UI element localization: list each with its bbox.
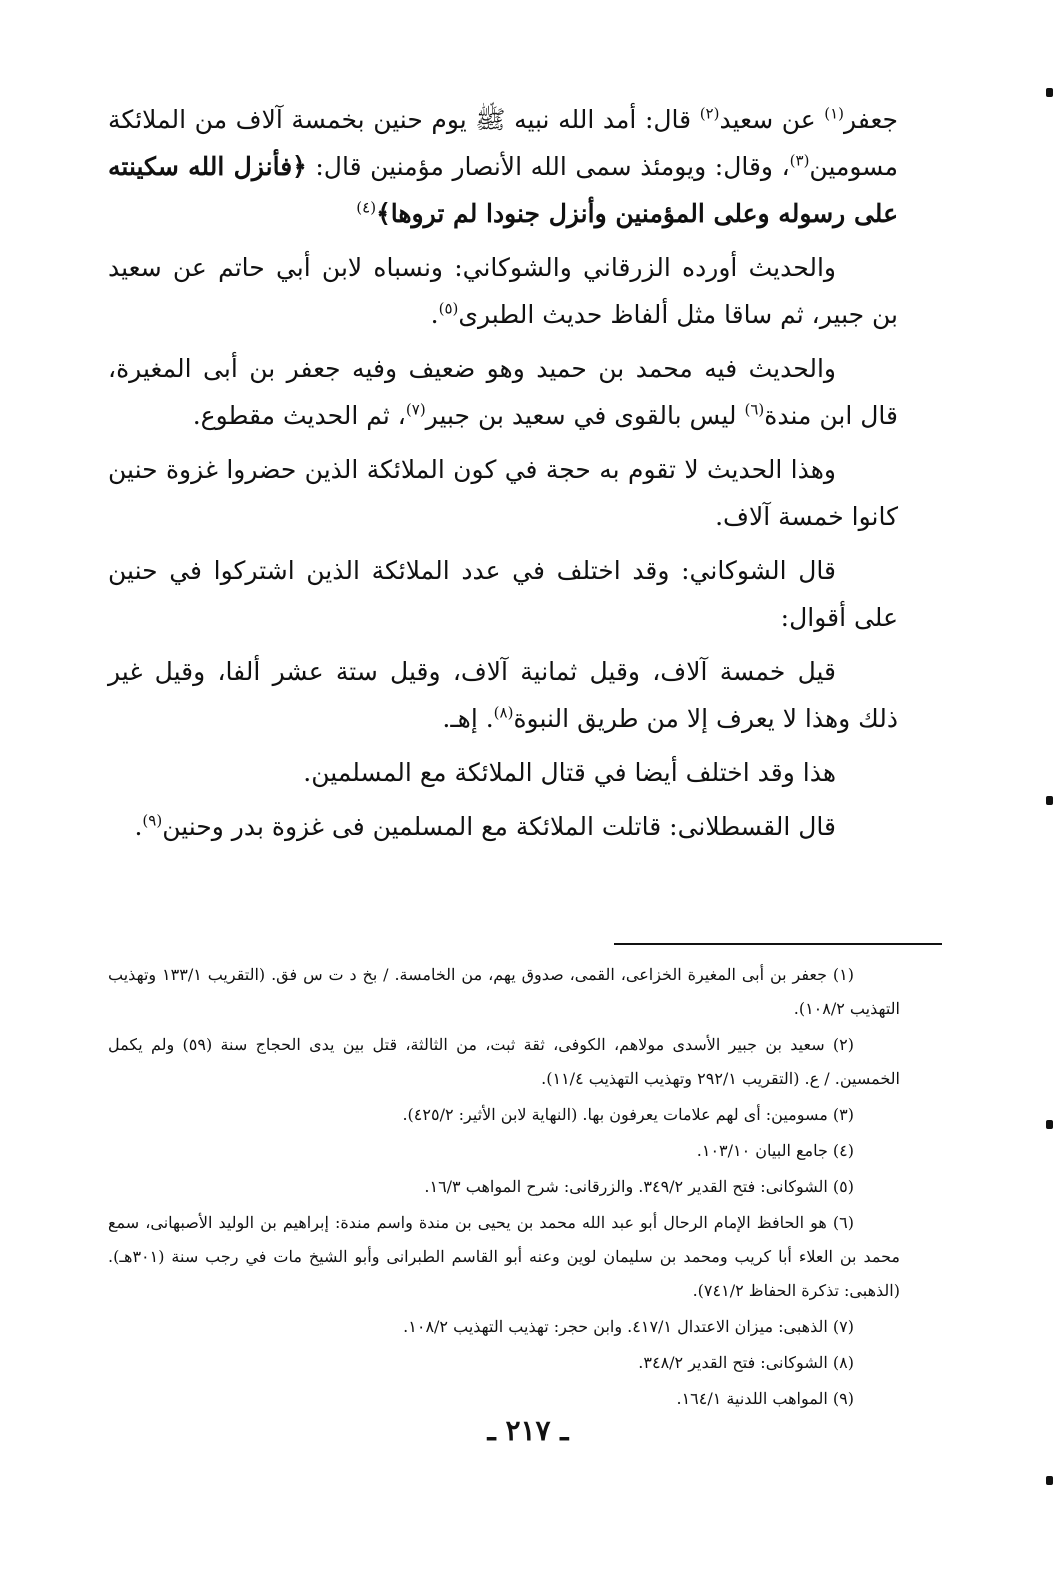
text-run: . bbox=[430, 300, 439, 329]
paragraph-7: هذا وقد اختلف أيضا في قتال الملائكة مع المسلمين. bbox=[303, 758, 836, 787]
text-run: والحديث فيه محمد بن حميد وهو ضعيف وفيه جعفر بن أبى المغيرة، قال ابن مندة bbox=[108, 354, 898, 430]
footnote-3: (٣) مسومين: أى لهم علامات يعرفون بها. (النهاية لابن الأثير: ٤٢٥/٢). bbox=[402, 1105, 854, 1124]
paragraph-8 bbox=[108, 803, 898, 850]
footnote-4: (٤) جامع البيان ١٠٣/١٠. bbox=[696, 1141, 854, 1160]
footnote-ref-4: (٤) bbox=[356, 198, 377, 217]
text-run: ليس بالقوى في سعيد بن جبير bbox=[425, 401, 745, 430]
footnote-ref-5: (٥) bbox=[438, 299, 459, 318]
text-run: جعفر bbox=[844, 105, 898, 134]
footnotes bbox=[108, 958, 900, 1418]
paragraph-6 bbox=[108, 648, 898, 742]
binding-mark bbox=[1046, 796, 1053, 805]
text-run: ، وقال: ويومئذ سمى الله الأنصار مؤمنين قال: bbox=[306, 152, 790, 181]
footnote-ref-2: (٢) bbox=[699, 104, 720, 123]
footnote-ref-6: (٦) bbox=[744, 400, 765, 419]
text-run: ، ثم الحديث مقطوع. bbox=[192, 401, 406, 430]
text-run: . bbox=[134, 812, 143, 841]
paragraph-4: وهذا الحديث لا تقوم به حجة في كون الملائكة الذين حضروا غزوة حنين كانوا خمسة آلاف. bbox=[108, 455, 898, 531]
footnote-separator bbox=[614, 943, 942, 945]
paragraph-3 bbox=[108, 345, 898, 439]
text-run: عن سعيد bbox=[719, 105, 825, 134]
footnote-8: (٨) الشوكانى: فتح القدير ٣٤٨/٢. bbox=[638, 1353, 854, 1372]
paragraph-5: قال الشوكاني: وقد اختلف في عدد الملائكة الذين اشتركوا في حنين على أقوال: bbox=[108, 556, 898, 632]
text-run: قال القسطلانى: قاتلت الملائكة مع المسلمين فى غزوة بدر وحنين bbox=[162, 812, 836, 841]
footnote-ref-8: (٨) bbox=[493, 703, 514, 722]
text-run: . إهـ. bbox=[442, 704, 494, 733]
footnote-6: (٦) هو الحافظ الإمام الرحال أبو عبد الله محمد بن يحيى بن مندة واسم مندة: إبراهيم بن الوليد الأصبهانى، سمع محمد بن العلاء أبا كريب ومحمد بن سليمان لوين وعنه أبو القاسم الطبرانى وأبو الشيخ مات في رجب سنة (٣٠١هـ). (الذهبى: تذكرة الحفاظ ٧٤١/٢). bbox=[108, 1213, 900, 1300]
binding-mark bbox=[1046, 1476, 1053, 1485]
paragraph-2 bbox=[108, 244, 898, 338]
binding-mark bbox=[1046, 88, 1053, 97]
footnote-9: (٩) المواهب اللدنية ١٦٤/١. bbox=[676, 1389, 854, 1408]
text-run: قال: أمد الله نبيه ﷺ يوم حنين بخمسة آلاف من الملائكة مسومين bbox=[108, 105, 898, 181]
text-run: والحديث أورده الزرقاني والشوكاني: ونسباه لابن أبي حاتم عن سعيد بن جبير، ثم ساقا مثل ألفاظ حديث الطبرى bbox=[108, 253, 898, 329]
footnote-ref-3: (٣) bbox=[789, 151, 810, 170]
binding-mark bbox=[1046, 1120, 1053, 1129]
footnote-1: (١) جعفر بن أبى المغيرة الخزاعى، القمى، صدوق يهم، من الخامسة. / بخ د ت س فق. (التقريب ١٣٣/١ وتهذيب التهذيب ١٠٨/٢). bbox=[108, 965, 900, 1018]
footnote-2: (٢) سعيد بن جبير الأسدى مولاهم، الكوفى، ثقة ثبت، من الثالثة، قتل بين يدى الحجاج سنة (٥٩) ولم يكمل الخمسين. / ع. (التقريب ٢٩٢/١ وتهذيب التهذيب ١١/٤). bbox=[108, 1035, 900, 1088]
footnote-ref-9: (٩) bbox=[142, 811, 163, 830]
footnote-7: (٧) الذهبى: ميزان الاعتدال ٤١٧/١. وابن حجر: تهذيب التهذيب ١٠٨/٢. bbox=[403, 1317, 854, 1336]
quran-quote: ﴿فأنزل الله سكينته على رسوله وعلى المؤمنين وأنزل جنودا لم تروها﴾ bbox=[108, 152, 898, 228]
footnote-5: (٥) الشوكانى: فتح القدير ٣٤٩/٢. والزرقانى: شرح المواهب ١٦/٣. bbox=[424, 1177, 854, 1196]
page-number: ـ ٢١٧ ـ bbox=[487, 1414, 569, 1447]
text-run: قيل خمسة آلاف، وقيل ثمانية آلاف، وقيل ستة عشر ألفا، وقيل غير ذلك وهذا لا يعرف إلا من طريق النبوة bbox=[108, 657, 898, 733]
main-text bbox=[108, 96, 898, 857]
footnote-ref-7: (٧) bbox=[405, 400, 426, 419]
footnote-ref-1: (١) bbox=[824, 104, 845, 123]
paragraph-1 bbox=[108, 96, 898, 237]
